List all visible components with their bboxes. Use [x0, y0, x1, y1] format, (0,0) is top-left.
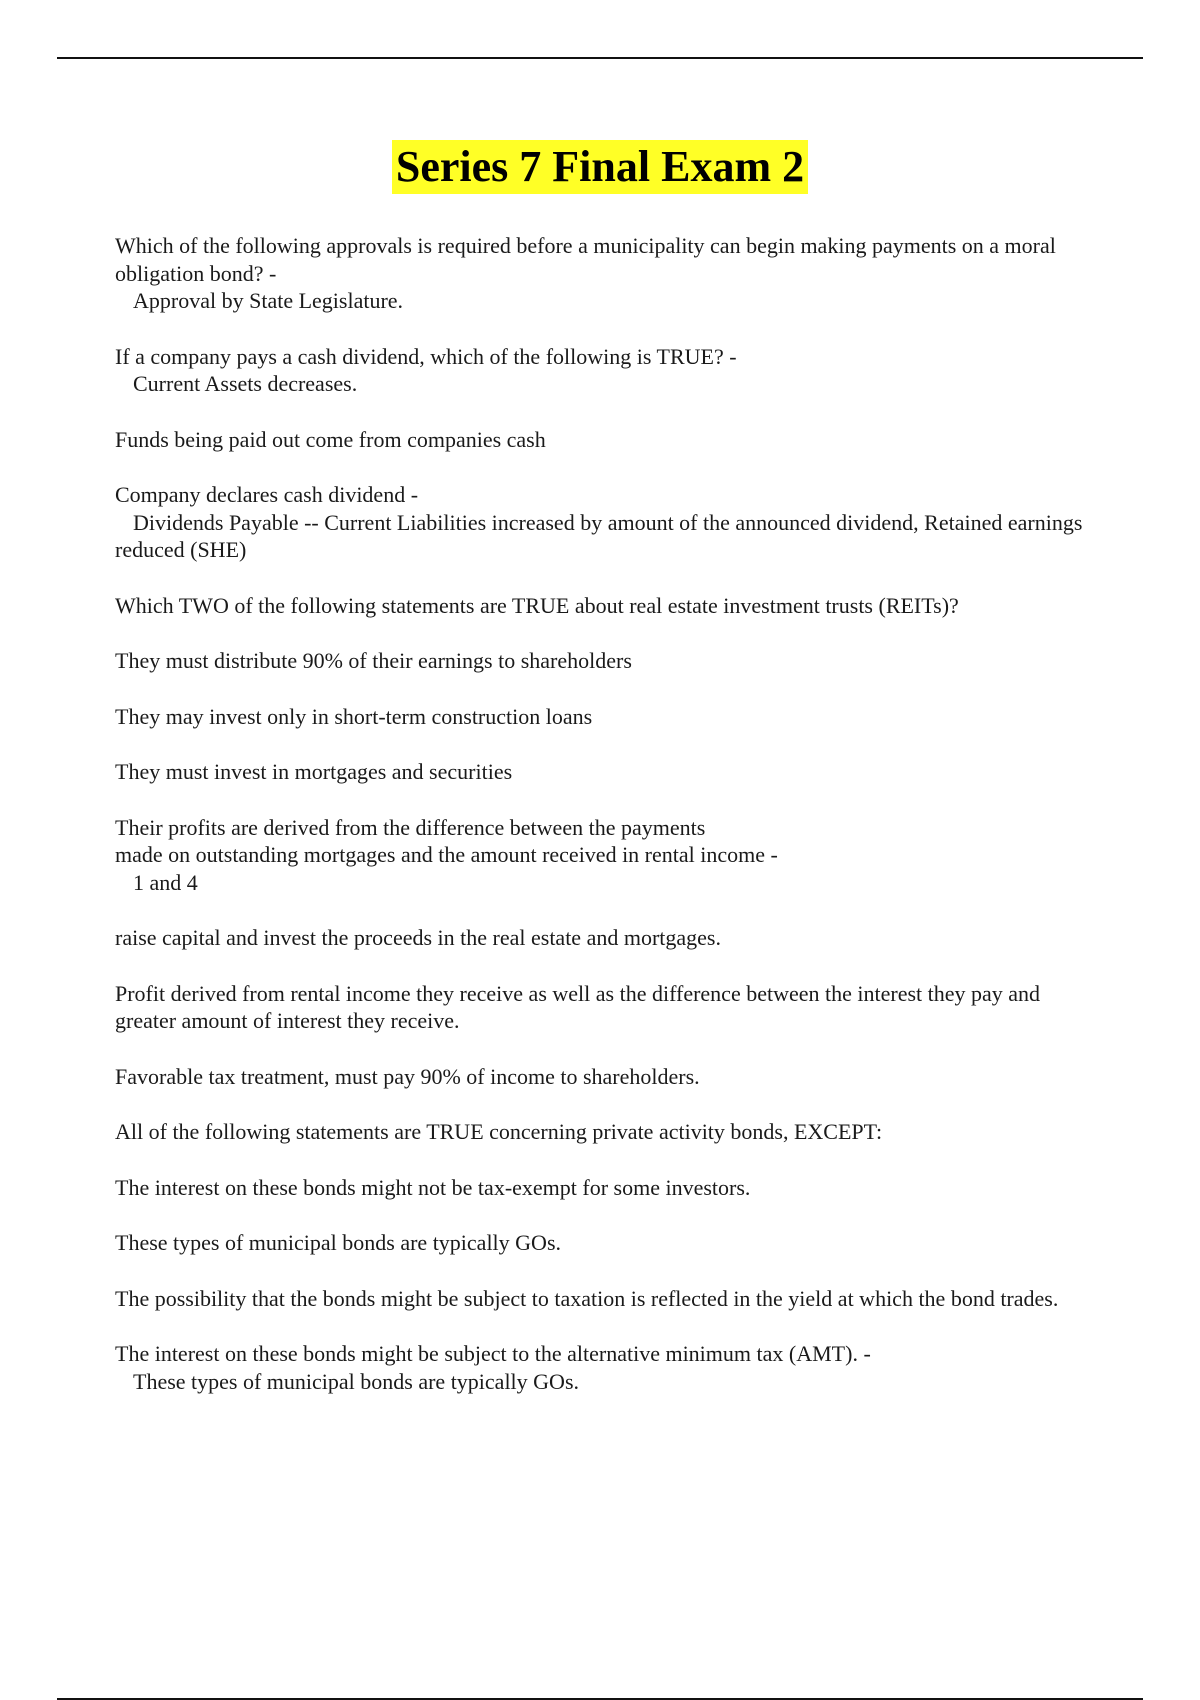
- qa-item: [115, 592, 1097, 620]
- document-body: [115, 232, 1097, 1395]
- qa-item: [115, 343, 1097, 398]
- qa-item: [115, 1229, 1097, 1257]
- qa-item: [115, 647, 1097, 675]
- question-text: Which of the following approvals is required before a municipality can begin making payments on a moral obligation bond? -: [115, 233, 1056, 286]
- answer-text: Approval by State Legislature.: [133, 288, 404, 313]
- answer-text: These types of municipal bonds are typically GOs.: [133, 1368, 580, 1394]
- question-text: These types of municipal bonds are typically GOs.: [115, 1230, 562, 1255]
- question-text: Profit derived from rental income they receive as well as the difference between the interest they pay and greater amount of interest they receive.: [115, 980, 1041, 1033]
- question-text: The interest on these bonds might not be tax-exempt for some investors.: [115, 1174, 751, 1200]
- qa-item: [115, 703, 1097, 731]
- header-rule: [57, 57, 1143, 59]
- answer-text: Current Assets decreases.: [133, 371, 358, 396]
- qa-item: [115, 232, 1097, 315]
- question-text: Their profits are derived from the difference between the payments made on outstanding mortgages and the amount received in rental income -: [115, 814, 778, 867]
- question-text: They must invest in mortgages and securities: [115, 759, 513, 784]
- question-text: Company declares cash dividend -: [115, 482, 419, 507]
- question-text: Which TWO of the following statements are TRUE about real estate investment trusts (REITs)?: [115, 592, 959, 618]
- question-text: The interest on these bonds might be subject to the alternative minimum tax (AMT). -: [115, 1341, 871, 1366]
- qa-item: [115, 1285, 1097, 1313]
- qa-item: [115, 814, 1097, 897]
- qa-item: [115, 924, 1097, 952]
- qa-item: [115, 1340, 1097, 1395]
- question-text: The possibility that the bonds might be subject to taxation is reflected in the yield at which the bond trades.: [115, 1285, 1059, 1311]
- qa-item: [115, 1063, 1097, 1091]
- question-text: They may invest only in short-term construction loans: [115, 703, 593, 729]
- qa-item: [115, 758, 1097, 786]
- qa-item: [115, 980, 1097, 1035]
- answer-text: 1 and 4: [133, 869, 198, 895]
- question-text: Favorable tax treatment, must pay 90% of income to shareholders.: [115, 1063, 700, 1089]
- page-title: Series 7 Final Exam 2: [392, 140, 808, 194]
- qa-item: [115, 481, 1097, 564]
- answer-text: Dividends Payable -- Current Liabilities increased by amount of the announced dividend, Retained earnings reduced (SHE): [115, 509, 1083, 562]
- question-text: Funds being paid out come from companies cash: [115, 426, 546, 452]
- question-text: If a company pays a cash dividend, which of the following is TRUE? -: [115, 343, 737, 369]
- question-text: They must distribute 90% of their earnings to shareholders: [115, 648, 632, 673]
- qa-item: [115, 426, 1097, 454]
- title-container: [0, 140, 1200, 194]
- qa-item: [115, 1118, 1097, 1146]
- question-text: All of the following statements are TRUE concerning private activity bonds, EXCEPT:: [115, 1119, 883, 1144]
- question-text: raise capital and invest the proceeds in the real estate and mortgages.: [115, 925, 721, 950]
- qa-item: [115, 1174, 1097, 1202]
